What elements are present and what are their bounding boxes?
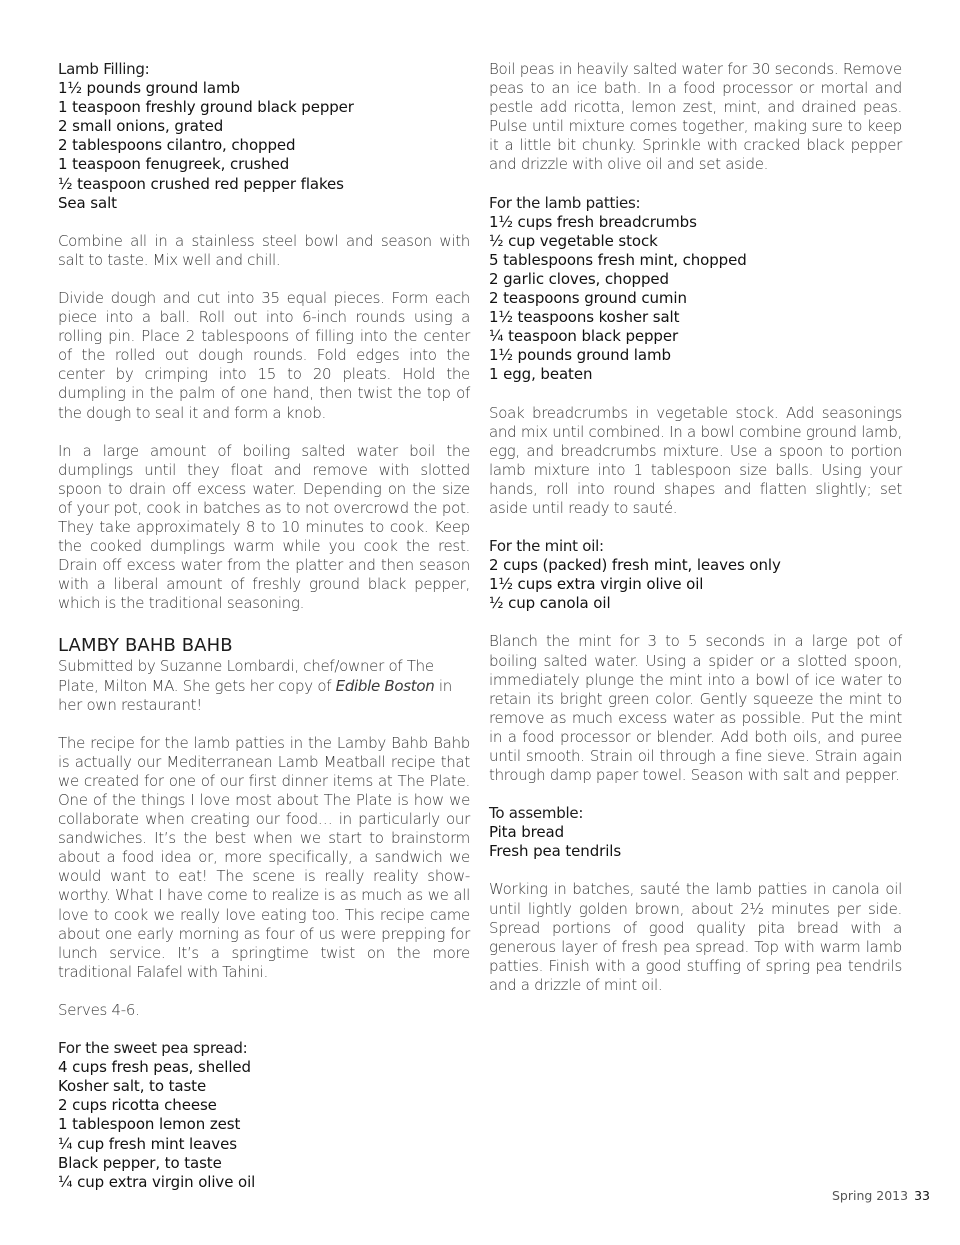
list-item: ¼ teaspoon black pepper [489, 327, 679, 346]
list-item: ¼ cup extra virgin olive oil [58, 1172, 256, 1191]
list-item: 2 small onions, grated [58, 117, 224, 136]
lamb-patties-list [489, 213, 902, 385]
list-item: 4 cups fresh peas, shelled [58, 1058, 251, 1077]
right-column [489, 60, 902, 995]
dough-paragraph: Divide dough and cut into 35 equal pieces. Form each piece into a ball. Roll out into 6-inch rounds using a rolling pin. Place 2 tablespoons of filling into the center of the rolled out dough rounds. Fold edges into the center by crimping into 15 to 20 pleats. Hold the dumpling in the palm of one hand, then twist the top of the dough to seal it and form a knob. [58, 288, 470, 422]
list-item: 1 tablespoon lemon zest [58, 1115, 241, 1134]
sweet-pea-heading: For the sweet pea spread: [58, 1039, 248, 1058]
list-item: 1 teaspoon fenugreek, crushed [58, 155, 290, 174]
issue-label: Spring 2013 [831, 1188, 909, 1203]
combine-paragraph: Combine all in a stainless steel bowl and season with salt to taste. Mix well and chill. [58, 231, 470, 269]
intro-paragraph: The recipe for the lamb patties in the Lamby Bahb Bahb is actually our Mediterranean Lamb Meatball recipe that we created for one of our first dinner items at The Plate. One of the things I love most about The Plate is how we collaborate when creating our food… in particularly our sandwiches. It’s the best when we start to brainstorm about a food idea or, more specifically, a sandwich we would want to eat! The scene is really reality show-worthy. What I have come to realize is as much as we all love to cook we really love eating too. This recipe came about one early morning as four of us were prepping for lunch service. It’s a springtime twist on the more traditional Falafel with Tahini. [58, 733, 470, 981]
byline [58, 657, 470, 714]
list-item: Pita bread [489, 823, 565, 842]
assemble-list [489, 823, 902, 861]
list-item: 1½ pounds ground lamb [58, 79, 240, 98]
saute-paragraph: Working in batches, sauté the lamb patties in canola oil until lightly golden brown, about 2½ minutes per side. Spread portions of good quality pita bread with a generous layer of fresh pea spread. Top with warm lamb patties. Finish with a good stuffing of spring pea tendrils and a drizzle of mint oil. [489, 880, 902, 994]
list-item: 1 egg, beaten [489, 365, 593, 384]
sweet-pea-list [58, 1058, 470, 1192]
list-item: ½ cup canola oil [489, 594, 611, 613]
byline-text: Submitted by Suzanne Lombardi, chef/owner of The Plate, Milton MA. She gets her copy of [58, 657, 434, 695]
assemble-heading: To assemble: [489, 804, 584, 823]
serves-text: Serves 4-6. [58, 1000, 140, 1019]
list-item: 2 tablespoons cilantro, chopped [58, 136, 296, 155]
list-item: ½ cup vegetable stock [489, 231, 658, 250]
mint-oil-list [489, 556, 902, 613]
list-item: Fresh pea tendrils [489, 842, 622, 861]
recipe-title: LAMBY BAHB BAHB [58, 635, 233, 657]
list-item: 5 tablespoons fresh mint, chopped [489, 250, 747, 269]
page-number: 33 [914, 1188, 930, 1203]
list-item: ½ teaspoon crushed red pepper flakes [58, 174, 344, 193]
left-column [58, 60, 470, 1192]
magazine-title: Edible Boston [335, 676, 435, 695]
list-item: Sea salt [58, 193, 117, 212]
soak-paragraph: Soak breadcrumbs in vegetable stock. Add seasonings and mix until combined. In a bowl combine ground lamb, egg, and breadcrumbs mixture. Use a spoon to portion lamb mixture into 1 tablespoon size balls. Using your hands, roll into round shapes and flatten slightly; set aside until ready to sauté. [489, 403, 902, 517]
list-item: 2 garlic cloves, chopped [489, 269, 669, 288]
blanch-paragraph: Blanch the mint for 3 to 5 seconds in a large pot of boiling salted water. Using a spider or a slotted spoon, immediately plunge the mint into a bowl of ice water to retain its bright green color. Gently squeeze the mint to remove as much excess water as possible. Put the mint in a food processor or blender. Add both oils, and puree until smooth. Strain oil through a fine sieve. Strain again through damp paper towel. Season with salt and pepper. [489, 632, 902, 785]
lamb-patties-heading: For the lamb patties: [489, 193, 641, 212]
list-item: 2 cups (packed) fresh mint, leaves only [489, 556, 781, 575]
list-item: 1½ cups fresh breadcrumbs [489, 212, 697, 231]
list-item: Kosher salt, to taste [58, 1077, 207, 1096]
list-item: 1½ cups extra virgin olive oil [489, 575, 704, 594]
list-item: 1 teaspoon freshly ground black pepper [58, 98, 354, 117]
lamb-filling-list [58, 79, 470, 213]
list-item: 1½ pounds ground lamb [489, 346, 671, 365]
boil-paragraph: In a large amount of boiling salted water boil the dumplings until they float and remove with slotted spoon to drain off excess water. Depending on the size of your pot, cook in batches as to not overcrowd the pot. They take approximately 8 to 10 minutes to cook. Keep the cooked dumplings warm while you cook the rest. Drain off excess water from the platter and then season with a liberal amount of freshly ground black pepper, which is the traditional seasoning. [58, 441, 470, 613]
boil-peas-paragraph: Boil peas in heavily salted water for 30 seconds. Remove peas to an ice bath. In a food processor or mortal and pestle add ricotta, lemon zest, mint, and drained peas. Pulse until mixture comes together, making sure to keep it a little bit chunky. Sprinkle with cracked black pepper and drizzle with olive oil and set aside. [489, 60, 902, 174]
list-item: 2 cups ricotta cheese [58, 1096, 217, 1115]
mint-oil-heading: For the mint oil: [489, 537, 604, 556]
byline-end: in her own restaurant! [58, 676, 453, 714]
list-item: 2 teaspoons ground cumin [489, 289, 687, 308]
list-item: Black pepper, to taste [58, 1153, 222, 1172]
lamb-filling-heading: Lamb Filling: [58, 60, 150, 78]
page-footer [832, 1188, 930, 1203]
list-item: ¼ cup fresh mint leaves [58, 1134, 237, 1153]
list-item: 1½ teaspoons kosher salt [489, 308, 680, 327]
